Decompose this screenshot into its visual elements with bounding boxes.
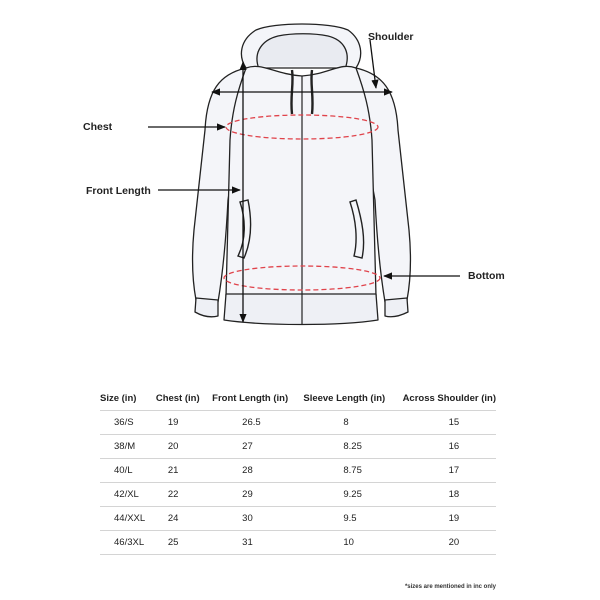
table-row [100,507,496,531]
bottom-rib [224,294,378,325]
header-across-shoulder: Across Shoulder (in) [402,392,496,404]
cell-chest: 21 [156,459,212,483]
cell-size: 36/S [100,411,156,435]
cell-front-length: 27 [212,435,303,459]
table-row [100,411,496,435]
cell-front-length: 26.5 [212,411,303,435]
cell-chest: 19 [156,411,212,435]
cell-across-shoulder: 19 [403,507,496,531]
table-row [100,435,496,459]
cell-across-shoulder: 15 [403,411,496,435]
cell-across-shoulder: 17 [403,459,496,483]
cell-chest: 25 [156,531,212,555]
chest-label: Chest [83,121,113,133]
table-row [100,483,496,507]
cell-front-length: 31 [212,531,303,555]
cell-chest: 24 [156,507,212,531]
cell-chest: 20 [156,435,212,459]
table-row [100,531,496,555]
bottom-label: Bottom [468,270,505,282]
cell-size: 40/L [100,459,156,483]
header-size: Size (in) [100,392,137,404]
cell-size: 42/XL [100,483,156,507]
table-row [100,459,496,483]
cell-across-shoulder: 20 [403,531,496,555]
cell-front-length: 30 [212,507,303,531]
cell-sleeve-length: 8.75 [303,459,402,483]
footnote: *sizes are mentioned in inc only [404,584,496,590]
cell-across-shoulder: 18 [403,483,496,507]
hoodie-body [226,66,376,296]
shoulder-label: Shoulder [368,31,414,43]
cell-size: 46/3XL [100,531,156,555]
cell-sleeve-length: 8.25 [303,435,402,459]
left-cuff [195,298,218,317]
front-length-label: Front Length [86,185,151,197]
header-front-length: Front Length (in) [212,392,289,404]
cell-sleeve-length: 10 [303,531,402,555]
cell-front-length: 29 [212,483,303,507]
cell-sleeve-length: 9.25 [303,483,402,507]
cell-chest: 22 [156,483,212,507]
cell-across-shoulder: 16 [403,435,496,459]
size-chart-table [100,386,496,555]
hood-inner [257,34,347,66]
right-cuff [385,298,408,317]
cell-front-length: 28 [212,459,303,483]
cell-size: 38/M [100,435,156,459]
cell-sleeve-length: 9.5 [303,507,402,531]
header-chest: Chest (in) [155,392,200,404]
cell-size: 44/XXL [100,507,156,531]
size-chart-header-row [100,386,496,411]
cell-sleeve-length: 8 [303,411,402,435]
header-sleeve-length: Sleeve Length (in) [303,392,386,404]
